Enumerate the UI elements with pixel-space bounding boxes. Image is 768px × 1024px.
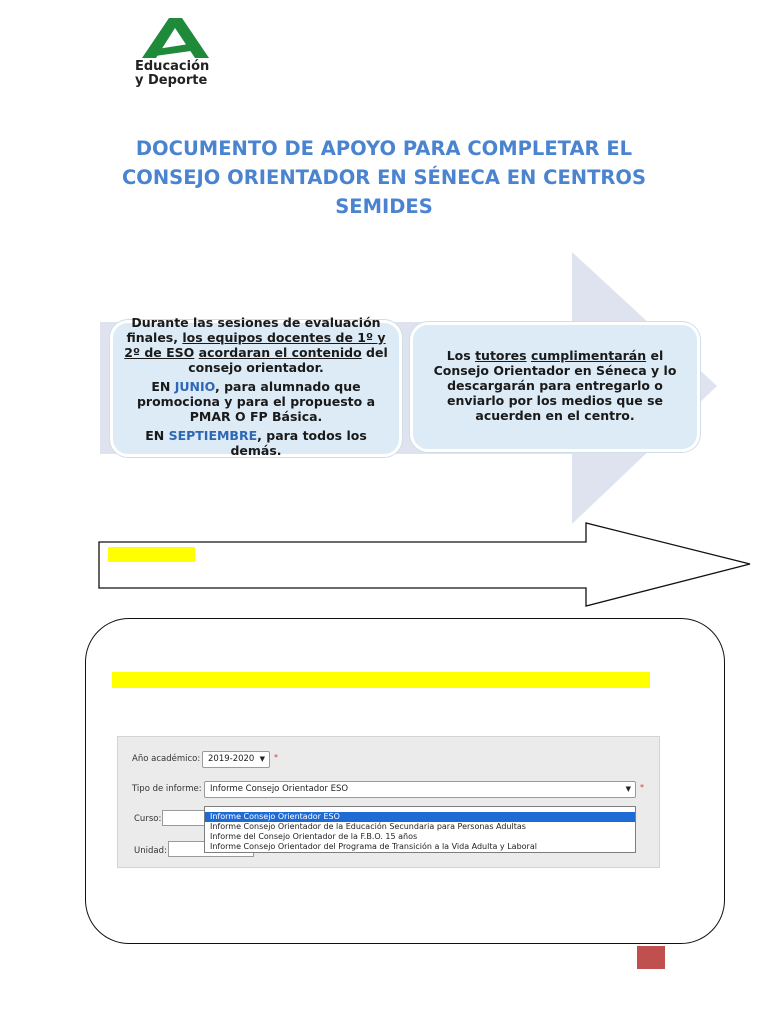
type-label: Tipo de informe: (132, 784, 202, 794)
year-select[interactable] (202, 751, 270, 768)
logo-text (135, 60, 209, 88)
seneca-form-screenshot (117, 736, 660, 868)
unit-label: Unidad: (134, 846, 167, 856)
june-text-2: JUNIO (174, 379, 215, 394)
title-line-2: CONSEJO ORIENTADOR EN SÉNECA EN CENTROS (121, 166, 647, 189)
tutors-text-5: el Consejo Orientador en Séneca y lo descargarán para entregarlo o enviarlo por los medios que se acuerden en el centro. (433, 347, 677, 423)
dropdown-option[interactable]: Informe Consejo Orientador del Programa de Transición a la Vida Adulta y Laboral (210, 842, 537, 851)
course-input[interactable] (162, 810, 206, 826)
evaluation-text-4: del consejo orientador. (188, 345, 388, 375)
chevron-down-icon: ▼ (625, 785, 631, 793)
course-label: Curso: (134, 814, 162, 824)
page-title (110, 134, 658, 221)
evaluation-text-2: los equipos docentes de 1º y 2º de ESO (124, 330, 386, 360)
process-step-tutors (410, 322, 700, 452)
year-label: Año académico: (132, 754, 201, 764)
september-text-2: SEPTIEMBRE (168, 428, 258, 443)
dropdown-option[interactable]: Informe Consejo Orientador de la Educación Secundaria para Personas Adultas (210, 822, 526, 831)
logo-a-icon (125, 12, 230, 62)
year-required-mark: * (274, 753, 278, 762)
year-select-value: 2019-2020 (208, 754, 255, 764)
chevron-down-icon: ▼ (259, 755, 265, 763)
evaluation-paragraph (123, 315, 389, 375)
process-step-evaluation (110, 315, 402, 458)
dropdown-option[interactable]: Informe del Consejo Orientador de la F.B.O. 15 años (210, 832, 418, 841)
logo-line-2: y Deporte (135, 73, 208, 88)
tutors-paragraph (427, 348, 683, 423)
title-line-1: DOCUMENTO DE APOYO PARA COMPLETAR EL (135, 137, 633, 160)
june-text-1: EN (151, 379, 175, 394)
title-line-3: SEMIDES (335, 195, 433, 218)
logo (125, 12, 230, 100)
type-select[interactable] (204, 781, 636, 798)
page-corner-marker (637, 946, 665, 969)
evaluation-text-3: acordaran el contenido (198, 345, 362, 360)
tutors-text-1: Los (446, 347, 476, 363)
dropdown-option[interactable]: Informe Consejo Orientador ESO (205, 812, 635, 822)
september-text-3: , para todos los demás. (230, 428, 367, 458)
logo-line-1: Educación (135, 59, 210, 74)
type-required-mark: * (640, 783, 644, 792)
yellow-highlight-short (108, 547, 195, 562)
evaluation-text-1: Durante las sesiones de evaluación finales, (126, 315, 381, 345)
type-dropdown-list (204, 806, 636, 853)
september-paragraph (123, 428, 389, 458)
september-text-1: EN (145, 428, 169, 443)
type-select-value: Informe Consejo Orientador ESO (210, 784, 349, 794)
outline-arrow (96, 520, 756, 612)
yellow-highlight-long (112, 672, 650, 688)
june-paragraph (123, 379, 389, 424)
tutors-text-4: cumplimentarán (530, 347, 647, 363)
june-text-3: , para alumnado que promociona y para el propuesto a PMAR O FP Básica. (136, 379, 376, 424)
tutors-text-2: tutores (475, 347, 527, 363)
